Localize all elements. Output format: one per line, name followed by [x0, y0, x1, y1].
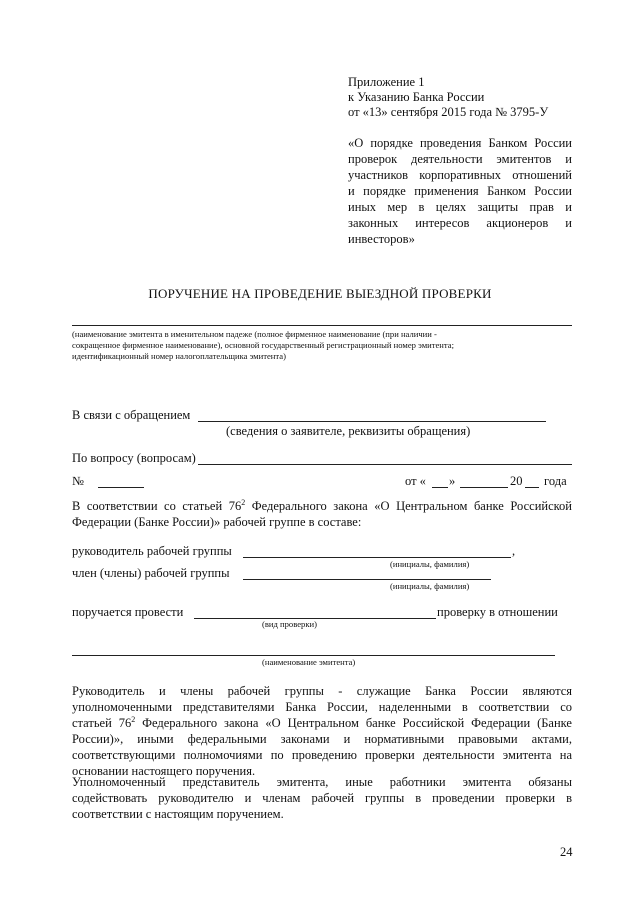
body-line: Уполномоченный представитель эмитента, иные работники эмитента обязаны — [72, 775, 572, 789]
body-line — [72, 716, 572, 732]
appendix-line-2: к Указанию Банка России — [348, 90, 485, 104]
accordance-line-2: Федерации (Банке России)» рабочей группе в составе: — [72, 515, 362, 529]
body-text: Федерального закона «О Центральном банке Российской Федерации (Банке — [135, 716, 572, 730]
appendix-desc-line: и порядке применения Банком России — [348, 184, 572, 198]
group-head-label: руководитель рабочей группы — [72, 544, 232, 558]
date-year-suffix: года — [544, 474, 567, 488]
issuer-name-field-line — [72, 655, 555, 656]
appendix-desc-line: проверок деятельности эмитентов и — [348, 152, 572, 166]
body-line: основании настоящего поручения. — [72, 764, 256, 778]
body-line: содействовать руководителю и членам рабочей группы в проведении проверки в — [72, 791, 572, 805]
body-line: соответствии с настоящим поручением. — [72, 807, 284, 821]
article-superscript: 2 — [131, 714, 136, 724]
appeal-label: В связи с обращением — [72, 408, 191, 422]
issuer-name-line — [72, 325, 572, 326]
date-year-line — [525, 487, 539, 488]
appeal-hint: (сведения о заявителе, реквизиты обращения) — [226, 424, 471, 438]
issuer-note-line: (наименование эмитента в именительном падеже (полное фирменное наименование (при наличии - — [72, 329, 437, 339]
question-label: По вопросу (вопросам) — [72, 451, 196, 465]
group-member-line — [243, 579, 491, 580]
page-title: ПОРУЧЕНИЕ НА ПРОВЕДЕНИЕ ВЫЕЗДНОЙ ПРОВЕРКИ — [148, 286, 492, 301]
issuer-note-line: сокращенное фирменное наименование), основной государственный регистрационный номер эмитента; — [72, 340, 454, 350]
date-quote-close: » — [449, 474, 456, 488]
body-line: России)», иными федеральными законами и нормативными правовыми актами, — [72, 732, 572, 746]
date-year-prefix: 20 — [510, 474, 523, 488]
accordance-text: В соответствии со статьей 76 — [72, 499, 242, 513]
question-field-line — [198, 464, 572, 465]
date-month-line — [460, 487, 508, 488]
date-from-label: от « — [405, 474, 426, 488]
appendix-desc-line: инвесторов» — [348, 232, 415, 246]
page-number: 24 — [560, 845, 573, 859]
number-field-line — [98, 487, 144, 488]
appendix-line-3: от «13» сентября 2015 года № 3795-У — [348, 105, 549, 119]
appendix-desc-line: «О порядке проведения Банком России — [348, 136, 572, 150]
article-superscript: 2 — [241, 497, 246, 507]
group-head-line — [243, 557, 511, 558]
group-member-label: член (члены) рабочей группы — [72, 566, 230, 580]
accordance-text: Федерального закона «О Центральном банке Российской — [245, 499, 572, 513]
appendix-desc-line: иных мер в целях защиты прав и — [348, 200, 572, 214]
group-head-comma: , — [512, 544, 516, 558]
appendix-desc-line: законных интересов акционеров и — [348, 216, 572, 230]
issuer-note-line: идентификационный номер налогоплательщика эмитента) — [72, 351, 286, 361]
body-text: статьей 76 — [72, 716, 132, 730]
body-line: уполномоченными представителями Банка России, наделенными в соответствии со — [72, 700, 572, 714]
inspection-type-hint: (вид проверки) — [262, 619, 317, 629]
appeal-field-line — [198, 421, 546, 422]
accordance-line-1 — [72, 499, 572, 515]
appendix-desc-line: участников корпоративных отношений — [348, 168, 572, 182]
number-label: № — [72, 474, 84, 488]
group-member-hint: (инициалы, фамилия) — [390, 581, 470, 591]
assign-tail: проверку в отношении — [437, 605, 558, 619]
issuer-name-hint: (наименование эмитента) — [262, 657, 356, 667]
appendix-line-1: Приложение 1 — [348, 75, 425, 89]
body-line: Руководитель и члены рабочей группы - служащие Банка России являются — [72, 684, 572, 698]
date-day-line — [432, 487, 448, 488]
group-head-hint: (инициалы, фамилия) — [390, 559, 470, 569]
body-line: соответствующими полномочиями по проведению проверки деятельности эмитента на — [72, 748, 572, 762]
assign-label: поручается провести — [72, 605, 184, 619]
